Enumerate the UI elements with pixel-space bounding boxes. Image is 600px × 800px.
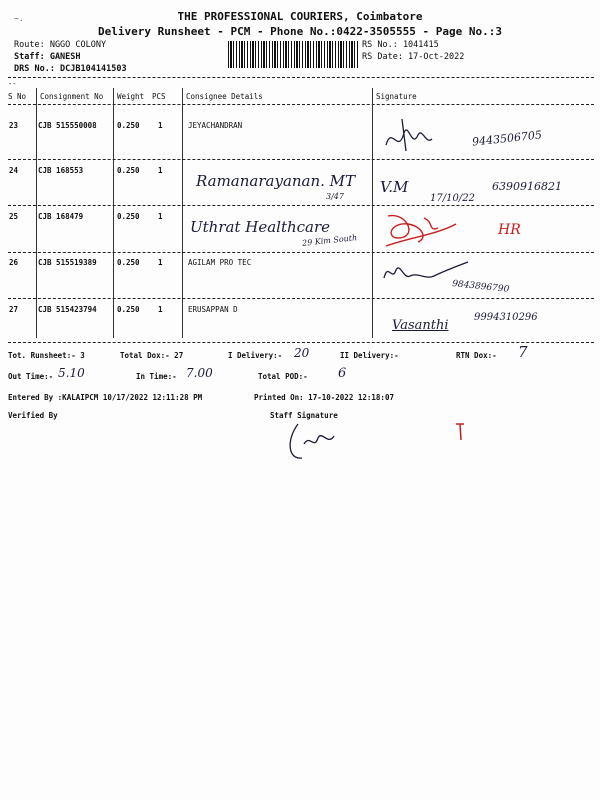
total-dox: Total Dox:- 27 <box>120 351 184 360</box>
runsheet-subtitle: Delivery Runsheet - PCM - Phone No.:0422-3505555 - Page No.:3 <box>98 25 502 38</box>
row-sno: 26 <box>9 258 19 267</box>
col-line <box>113 88 114 338</box>
tot-runsheet: Tot. Runsheet:- 3 <box>8 351 85 360</box>
red-tick-mark <box>452 420 472 444</box>
row-pcs: 1 <box>158 212 163 221</box>
company-title: THE PROFESSIONAL COURIERS, Coimbatore <box>177 10 423 23</box>
total-pod: Total POD:- <box>258 372 308 381</box>
in-time-value: 7.00 <box>186 366 213 380</box>
row-pcs: 1 <box>158 166 163 175</box>
col-line <box>372 88 373 338</box>
drs-number: DRS No.: DCJB104141503 <box>14 64 127 74</box>
i-delivery-value: 20 <box>294 346 310 360</box>
staff-signature-label: Staff Signature <box>270 411 338 420</box>
staff: Staff: GANESH <box>14 52 81 62</box>
row-consignee: AGILAM PRO TEC <box>188 258 252 267</box>
row-pcs: 1 <box>158 258 163 267</box>
row-weight: 0.250 <box>117 258 140 267</box>
row-consignment: CJB 168553 <box>38 166 84 175</box>
entered-by: Entered By :KALAIPCM 10/17/2022 12:11:28 PM <box>8 393 203 402</box>
top-marks: -- <box>8 80 17 88</box>
handwritten-phone: 6390916821 <box>492 180 562 193</box>
divider <box>8 342 594 343</box>
row-pcs: 1 <box>158 305 163 314</box>
handwritten-phone: 9843896790 <box>451 279 510 295</box>
col-sno: S No <box>8 92 27 101</box>
col-signature: Signature <box>376 92 417 101</box>
col-consignment: Consignment No <box>40 92 104 101</box>
printed-on: Printed On: 17-10-2022 12:18:07 <box>254 393 394 402</box>
row-consignment: CJB 168479 <box>38 212 84 221</box>
handwritten-address: 29 Kim South <box>301 233 358 248</box>
verified-by: Verified By <box>8 411 58 420</box>
ii-delivery: II Delivery:- <box>340 351 399 360</box>
col-line <box>182 88 183 338</box>
handwritten-phone: 9443506705 <box>471 128 543 149</box>
staff-signature-scribble <box>282 420 342 465</box>
handwritten-address: 3/47 <box>326 192 344 201</box>
divider <box>8 104 594 105</box>
col-weight: Weight <box>117 92 145 101</box>
out-time-value: 5.10 <box>58 366 85 380</box>
row-pcs: 1 <box>158 121 163 130</box>
row-sno: 23 <box>9 121 19 130</box>
row-consignee: JEYACHANDRAN <box>188 121 243 130</box>
stamp-text: HR <box>498 222 521 238</box>
barcode <box>228 41 358 68</box>
rtn-dox: RTN Dox:- <box>456 351 497 360</box>
signature-scribble <box>382 115 442 160</box>
divider <box>8 159 594 160</box>
row-consignee: ERUSAPPAN D <box>188 305 238 314</box>
out-time: Out Time:- <box>8 372 54 381</box>
row-sno: 25 <box>9 212 19 221</box>
col-consignee: Consignee Details <box>186 92 263 101</box>
divider <box>8 77 594 78</box>
rs-number: RS No.: 1041415 <box>362 40 439 50</box>
row-weight: 0.250 <box>117 212 140 221</box>
col-line <box>36 88 37 338</box>
i-delivery: I Delivery:- <box>228 351 283 360</box>
handwritten-signature: Vasanthi <box>392 318 449 333</box>
row-consignment: CJB 515550008 <box>38 121 97 130</box>
row-consignment: CJB 515423794 <box>38 305 97 314</box>
corner-mark: ~. <box>14 14 24 23</box>
divider <box>8 298 594 299</box>
row-weight: 0.250 <box>117 166 140 175</box>
handwritten-consignee: Ramanarayanan. MT <box>196 172 356 190</box>
row-weight: 0.250 <box>117 121 140 130</box>
handwritten-phone: 9994310296 <box>474 312 538 323</box>
row-weight: 0.250 <box>117 305 140 314</box>
handwritten-consignee: Uthrat Healthcare <box>190 218 331 236</box>
col-pcs: PCS <box>152 92 166 101</box>
row-sno: 27 <box>9 305 19 314</box>
route: Route: NGGO COLONY <box>14 40 107 50</box>
row-consignment: CJB 515519389 <box>38 258 97 267</box>
total-pod-value: 6 <box>338 366 347 381</box>
divider <box>8 252 594 253</box>
row-sno: 24 <box>9 166 19 175</box>
rs-date: RS Date: 17-Oct-2022 <box>362 52 465 62</box>
rtn-dox-value: 7 <box>518 343 528 361</box>
handwritten-date: 17/10/22 <box>430 193 475 204</box>
handwritten-signature: V.M <box>380 178 409 196</box>
in-time: In Time:- <box>136 372 177 381</box>
red-stamp-scribble <box>378 208 458 248</box>
divider <box>8 205 594 206</box>
